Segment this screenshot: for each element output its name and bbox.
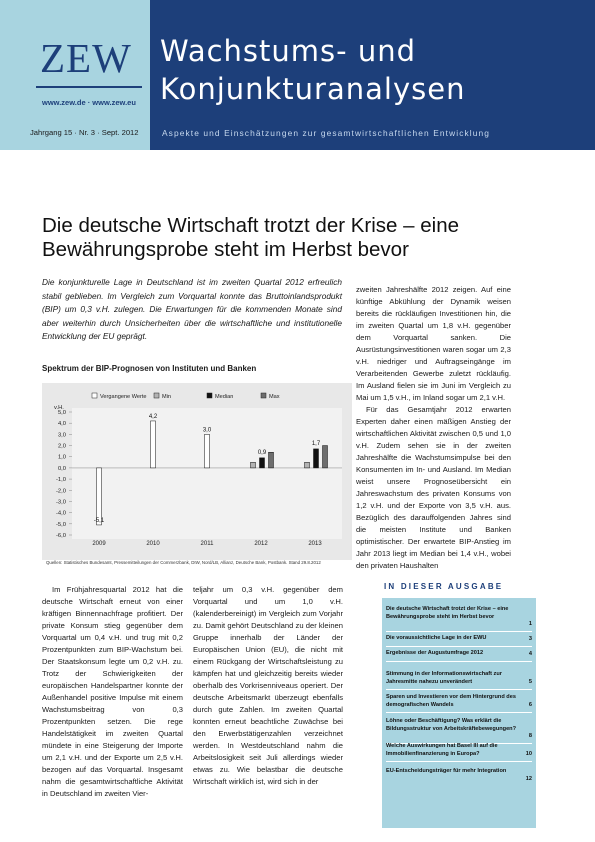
- logo-rule: [36, 86, 142, 88]
- y-tick-label: 3,0: [57, 432, 66, 439]
- bar-median: [260, 458, 265, 468]
- x-tick-label: 2012: [254, 541, 268, 547]
- toc-item-page: 6: [528, 701, 532, 708]
- toc-divider: [386, 661, 532, 662]
- toc-item-page: 1: [528, 620, 532, 627]
- toc-item-title: Die deutsche Wirtschaft trotzt der Krise – eine Bewährungsprobe steht im Herbst bevor: [386, 606, 509, 620]
- legend-swatch: [207, 393, 212, 398]
- toc-divider: [386, 761, 532, 762]
- bip-forecast-chart: [42, 383, 352, 560]
- toc-item-title: Welche Auswirkungen hat Basel III auf die Immobilienfinanzierung in Europa?: [386, 743, 498, 757]
- toc-item-page: 5: [528, 678, 532, 685]
- toc-item-title: Stimmung in der Informationswirtschaft zur Jahresmitte nahezu unverändert: [386, 671, 502, 685]
- publication-subtitle: Aspekte und Einschätzungen zur gesamtwirtschaftlichen Entwicklung: [162, 128, 491, 138]
- data-label: 3,0: [202, 427, 212, 434]
- y-tick-label: -3,0: [56, 499, 66, 506]
- y-tick-label: -2,0: [56, 488, 66, 495]
- toc-item-page: 4: [528, 650, 532, 657]
- article-headline: Die deutsche Wirtschaft trotzt der Krise – eine Bewährungsprobe steht im Herbst bevor: [42, 214, 460, 261]
- bar-median: [314, 449, 319, 468]
- website-links[interactable]: www.zew.de · www.zew.eu: [42, 98, 136, 107]
- chart-panel: [42, 383, 352, 560]
- toc-item-title: Ergebnisse der Augustumfrage 2012: [386, 650, 484, 656]
- toc-item-page: 8: [528, 732, 532, 739]
- y-tick-label: 4,0: [57, 421, 66, 428]
- bar-past-value: [97, 468, 102, 525]
- y-tick-label: 2,0: [57, 443, 66, 450]
- data-label: 0,9: [257, 449, 267, 456]
- toc-item-page: 12: [525, 775, 532, 782]
- legend-label: Vergangene Werte: [100, 394, 147, 400]
- data-label: -5,1: [93, 517, 105, 524]
- body-column-3: [356, 284, 511, 572]
- toc-item[interactable]: [386, 718, 532, 740]
- legend-swatch: [92, 393, 97, 398]
- toc-item-title: Die voraussichtliche Lage in der EWU: [386, 635, 487, 641]
- toc-heading: IN DIESER AUSGABE: [384, 582, 504, 591]
- toc-divider: [386, 689, 532, 690]
- toc-divider: [386, 631, 532, 632]
- bar-max: [323, 446, 328, 468]
- bar-past-value: [205, 434, 210, 468]
- y-tick-label: -4,0: [56, 510, 66, 517]
- toc-box: [382, 598, 536, 828]
- toc-item[interactable]: [386, 635, 532, 643]
- toc-divider: [386, 646, 532, 647]
- bar-min: [251, 462, 256, 468]
- toc-item-title: EU-Entscheidungsträger für mehr Integration: [386, 768, 507, 774]
- toc-item[interactable]: [386, 694, 532, 709]
- legend-swatch: [261, 393, 266, 398]
- issue-info: Jahrgang 15 · Nr. 3 · Sept. 2012: [30, 128, 139, 137]
- toc-item-title: Sparen und Investieren vor dem Hintergrund des demografischen Wandels: [386, 694, 516, 708]
- bar-max: [269, 452, 274, 468]
- y-tick-label: -1,0: [56, 477, 66, 484]
- legend-label: Median: [215, 394, 234, 400]
- bar-past-value: [151, 421, 156, 468]
- y-axis-label: v.H.: [54, 405, 64, 411]
- toc-item[interactable]: [386, 606, 532, 628]
- legend-swatch: [154, 393, 159, 398]
- legend-label: Min: [162, 394, 172, 400]
- publication-title-line2: Konjunkturanalysen: [160, 72, 466, 106]
- body-paragraph: Für das Gesamtjahr 2012 erwarten Experten daher einen mäßigen Anstieg der wirtschaftlichen Aktivität zwischen 0,5 und 1,0 v.H. Zudem sehen sie in der zweiten Jahreshälfte die Wachstumsimpulse bei den Konsumenten im In- und Ausland. Im Median weist unsere Prognoseübersicht ein Jahreswachstum des privaten Konsums von 1,2 v.H. und der Exporte von 3,5 v.H. aus. Bezüglich des darauffolgenden Jahres sind die meisten Institute und Banken optimistischer. Der erwartete BIP-Anstieg im Jahr 2013 liegt im Median bei 1,4 v.H., wobei den privaten Haushalten: [356, 405, 511, 570]
- toc-item[interactable]: [386, 671, 532, 686]
- chart-source: Quellen: Statistisches Bundesamt, Pressemitteilungen der Commerzbank, DIW, Nord/LB, Allianz, Deutsche Bank, Postbank. Stand 29.8.2012: [46, 560, 321, 565]
- body-column-2: teljahr um 0,3 v.H. gegenüber dem Vorquartal und um 1,0 v.H. (kalenderbereinigt) im Vergleich zum Vorjahr zu. Damit gehört Deutschland zu der kleinen Gruppe innerhalb der Länder der Europäischen Union (EU), die nicht mit einem Rückgang der Wirtschaftsleistung zu kämpfen hat und gleichzeitig bereits wieder oberhalb des Vorkrisenniveaus operiert. Der deutsche Arbeitsmarkt überzeugt ebenfalls durch gute Zahlen. Im zweiten Quartal konnten erneut beachtliche Zuwächse bei den Erwerbstätigenzahlen verzeichnet werden. In Westdeutschland nahm die Arbeitslosigkeit seit Juli allerdings wieder etwas zu. Wie belastbar die deutsche Wirtschaft wirklich ist, wird sich in der: [193, 585, 343, 786]
- toc-item-title: Löhne oder Beschäftigung? Was erklärt die Bildungsstruktur von Arbeitskräftebewegungen?: [386, 718, 517, 732]
- x-tick-label: 2009: [92, 541, 106, 547]
- body-column-1: Im Frühjahresquartal 2012 hat die deutsche Wirtschaft erneut von einer kräftigen Binnennachfrage profitiert. Der private Konsum stieg gegenüber dem Vorquartal um 0,4 v.H. und trug mit 0,2 Prozentpunkten zum BIP-Wachstum bei. Der Staatskonsum legte um 0,2 v.H. zu. Trotz der Schwierigkeiten der europäischen Handelspartner konnte der Außenhandel positive Impulse mit einem Wachstumsbeitrag von 0,3 Prozentpunkten setzen. Die rege Handelstätigkeit im zweiten Quartal mündete in eine Steigerung der Importe um 2,1 v.H. und der Exporte um 2,5 v.H. bezogen auf das Vorquartal. Insgesamt nahm die gesamtwirtschaftliche Aktivität in Deutschland im zweiten Vier-: [42, 585, 183, 798]
- x-tick-label: 2010: [146, 541, 160, 547]
- toc-item-page: 3: [528, 635, 532, 642]
- chart-title: Spektrum der BIP-Prognosen von Instituten und Banken: [42, 364, 257, 373]
- x-tick-label: 2011: [200, 541, 214, 547]
- toc-item[interactable]: [386, 650, 532, 658]
- toc-item-page: 10: [525, 750, 532, 757]
- zew-logo: ZEW: [40, 35, 132, 81]
- y-tick-label: 1,0: [57, 454, 66, 461]
- toc-item[interactable]: [386, 743, 532, 758]
- y-tick-label: 5,0: [57, 410, 66, 416]
- toc-divider: [386, 712, 532, 713]
- legend-label: Max: [269, 394, 280, 400]
- x-tick-label: 2013: [308, 541, 322, 547]
- y-tick-label: -6,0: [56, 533, 66, 539]
- body-paragraph: zweiten Jahreshälfte 2012 zeigen. Auf eine künftige Abkühlung der Dynamik weisen bereits die rückläufigen Investitionen hin, die im zweiten Quartal um 1,8 v.H. gegenüber dem Vorquartal sanken. Die Ausrüstungsinvestitionen waren sogar um 2,3 v.H. niedriger und Auftragseingänge im Verarbeitenden Gewerbe zuletzt rückläufig. Im Ausland fielen sie im Juni im Vergleich zu Mai um 1,5 v.H., im Inland sogar um 2,1 v.H.: [356, 285, 511, 402]
- data-label: 1,7: [311, 440, 321, 447]
- publication-title-line1: Wachstums- und: [160, 34, 416, 68]
- data-label: 4,2: [148, 413, 158, 420]
- toc-item[interactable]: [386, 768, 532, 783]
- y-tick-label: 0,0: [57, 465, 66, 472]
- article-lead: Die konjunkturelle Lage in Deutschland ist im zweiten Quartal 2012 erfreulich stabil geblieben. Im Vergleich zum Vorquartal konnte das Bruttoinlandsprodukt (BIP) um 0,3 v.H. zulegen. Die Erwartungen für die kommenden Monate sind aber weiterhin durch Unsicherheiten über die wirtschaftliche und institutionelle Entwicklung der EU geprägt.: [42, 277, 342, 342]
- bar-min: [305, 462, 310, 468]
- y-tick-label: -5,0: [56, 521, 66, 528]
